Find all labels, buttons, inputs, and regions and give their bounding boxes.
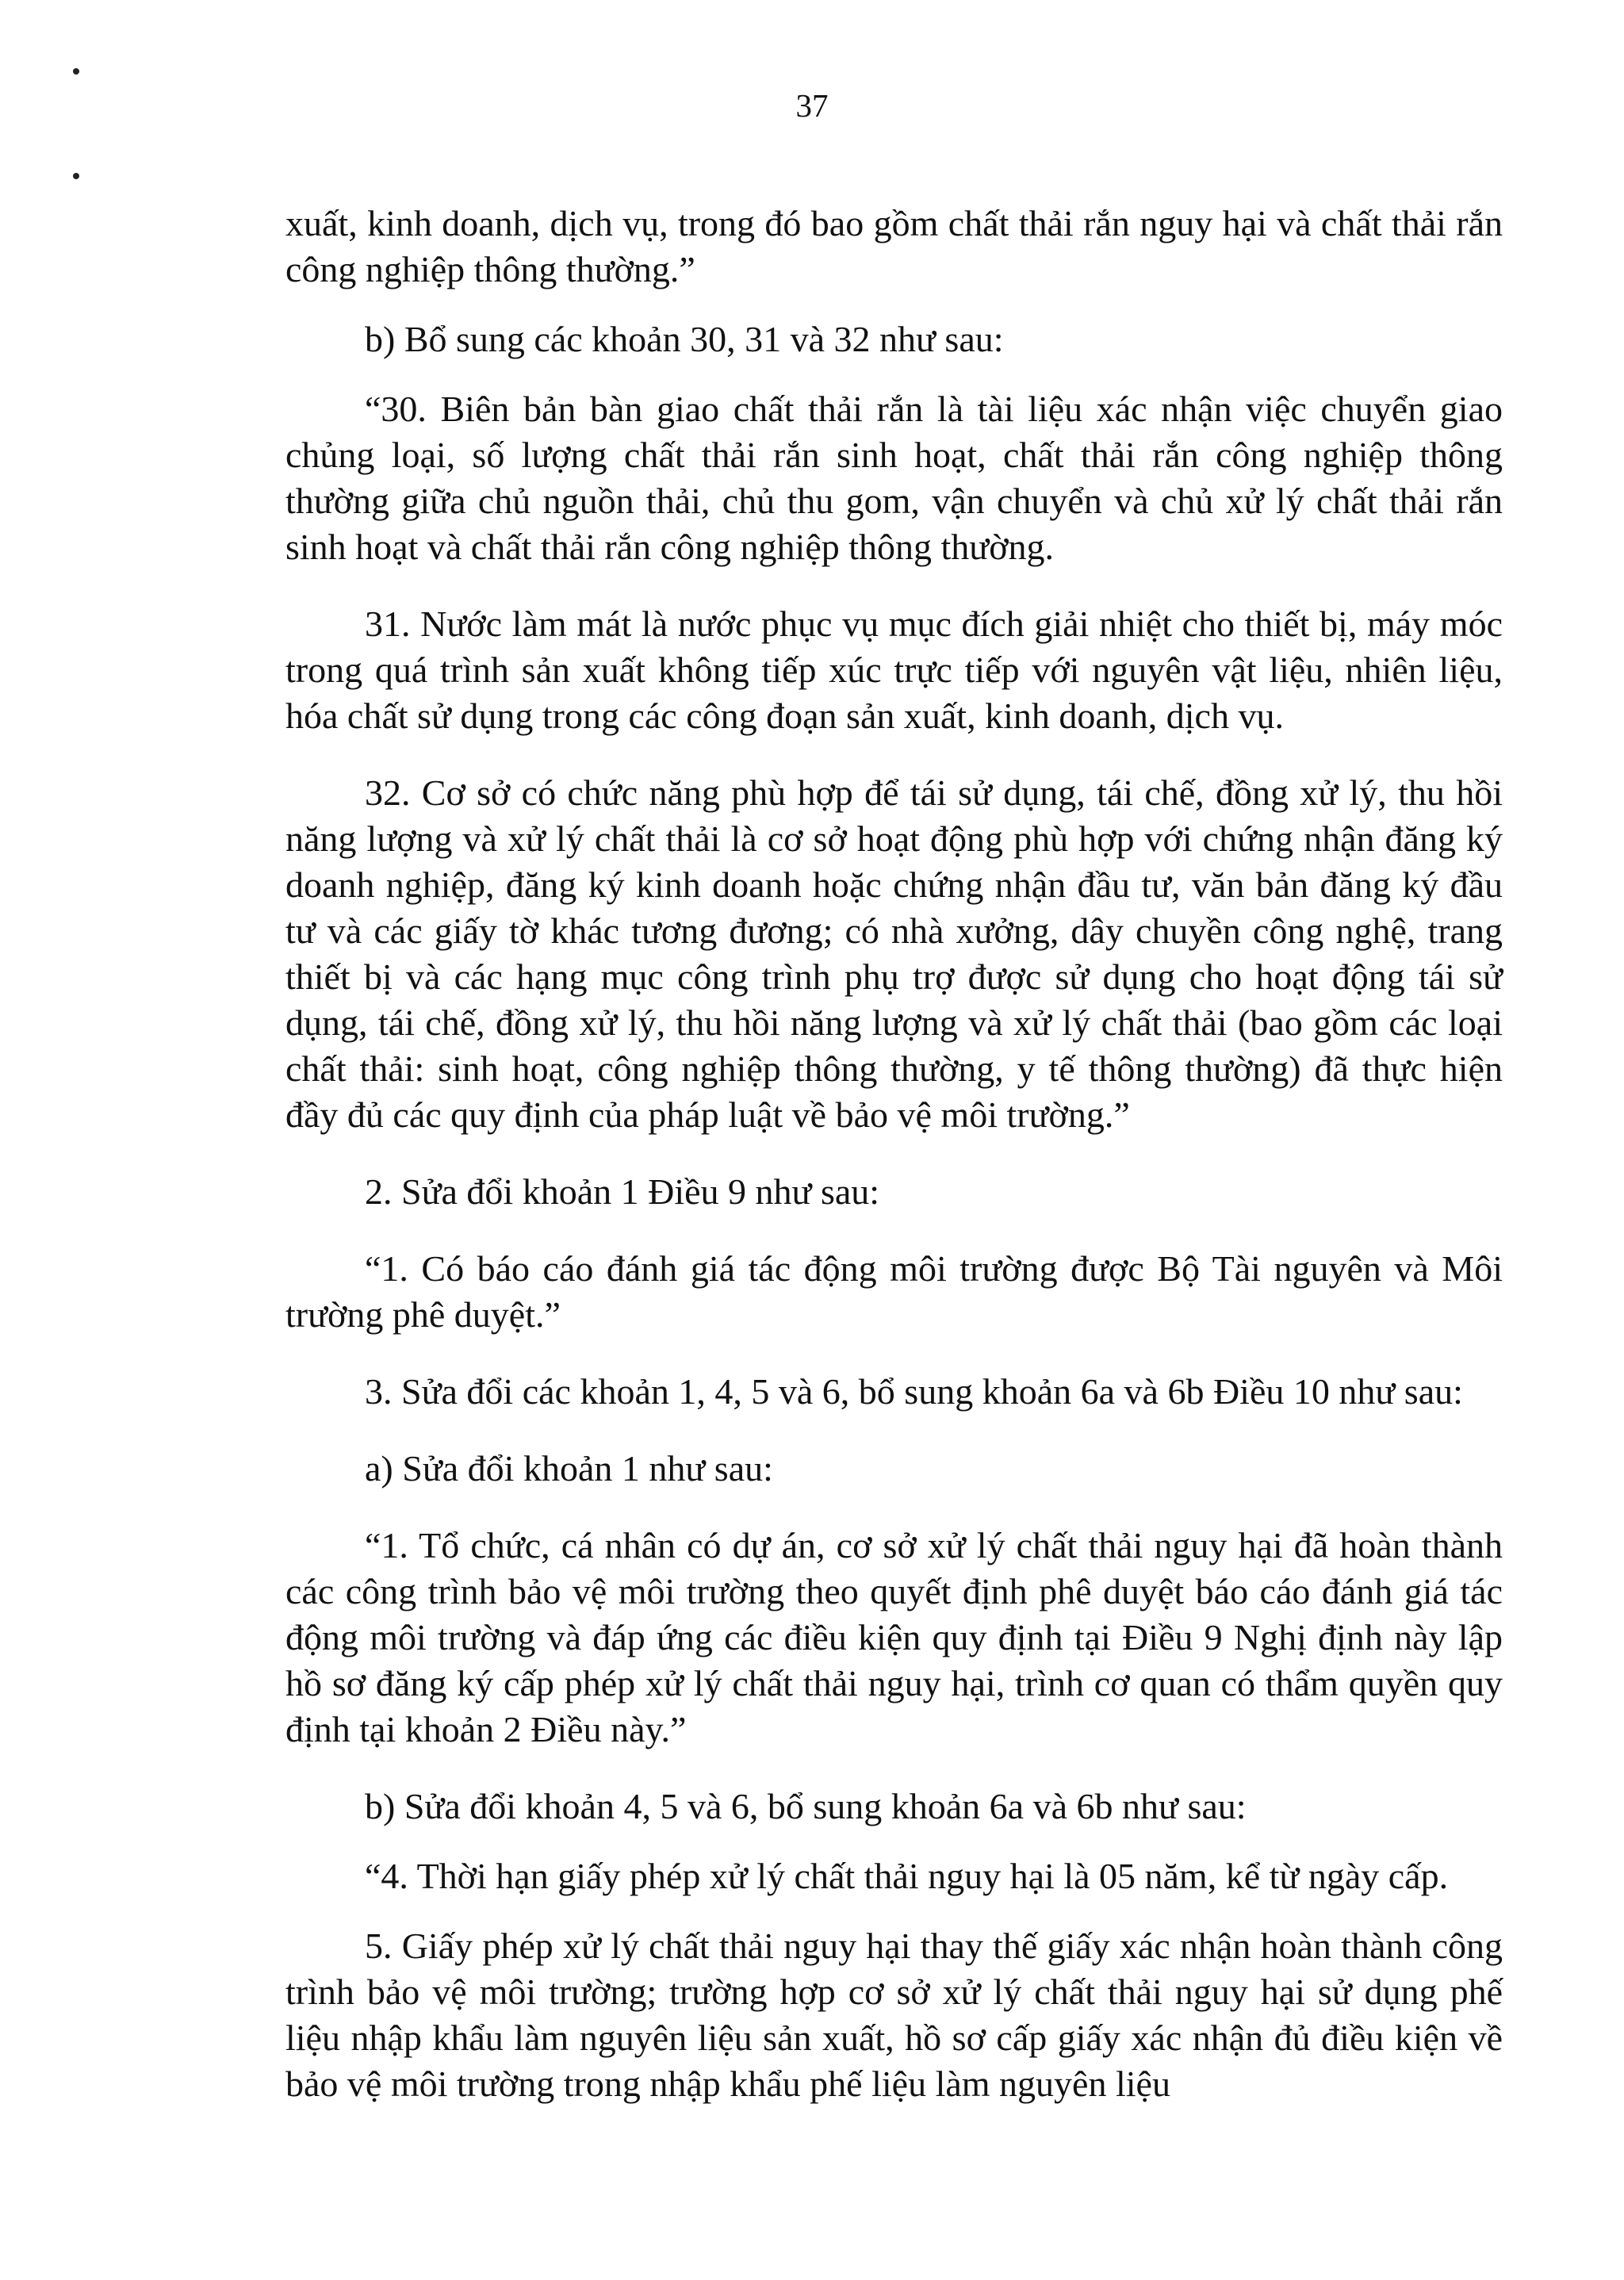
paragraph: 31. Nước làm mát là nước phục vụ mục đích giải nhiệt cho thiết bị, máy móc trong quá trình sản xuất không tiếp xúc trực tiếp với nguyên vật liệu, nhiên liệu, hóa chất sử dụng trong các công đoạn sản xuất, kinh doanh, dịch vụ.: [285, 604, 1503, 736]
paragraph: 3. Sửa đổi các khoản 1, 4, 5 và 6, bổ sung khoản 6a và 6b Điều 10 như sau:: [365, 1371, 1463, 1412]
paragraph: 5. Giấy phép xử lý chất thải nguy hại thay thế giấy xác nhận hoàn thành công trình bảo vệ môi trường; trường hợp cơ sở xử lý chất thải nguy hại sử dụng phế liệu nhập khẩu làm nguyên liệu sản xuất, hồ sơ cấp giấy xác nhận đủ điều kiện về bảo vệ môi trường trong nhập khẩu phế liệu làm nguyên liệu: [285, 1926, 1503, 2104]
document-body: [285, 201, 1503, 2138]
paragraph: “1. Tổ chức, cá nhân có dự án, cơ sở xử lý chất thải nguy hại đã hoàn thành các công trình bảo vệ môi trường theo quyết định phê duyệt báo cáo đánh giá tác động môi trường và đáp ứng các điều kiện quy định tại Điều 9 Nghị định này lập hồ sơ đăng ký cấp phép xử lý chất thải nguy hại, trình cơ quan có thẩm quyền quy định tại khoản 2 Điều này.”: [285, 1525, 1503, 1749]
scan-speck: [73, 173, 79, 179]
paragraph: “30. Biên bản bàn giao chất thải rắn là tài liệu xác nhận việc chuyển giao chủng loại, số lượng chất thải rắn sinh hoạt, chất thải rắn công nghiệp thông thường giữa chủ nguồn thải, chủ thu gom, vận chuyển và chủ xử lý chất thải rắn sinh hoạt và chất thải rắn công nghiệp thông thường.: [285, 389, 1503, 567]
paragraph: b) Bổ sung các khoản 30, 31 và 32 như sau:: [365, 319, 1004, 359]
paragraph: “4. Thời hạn giấy phép xử lý chất thải nguy hại là 05 năm, kể từ ngày cấp.: [365, 1856, 1449, 1896]
page-number: 37: [795, 87, 829, 124]
scan-speck: [73, 68, 79, 75]
paragraph: xuất, kinh doanh, dịch vụ, trong đó bao gồm chất thải rắn nguy hại và chất thải rắn công nghiệp thông thường.”: [285, 203, 1503, 289]
paragraph: “1. Có báo cáo đánh giá tác động môi trường được Bộ Tài nguyên và Môi trường phê duyệt.”: [285, 1248, 1503, 1335]
paragraph: b) Sửa đổi khoản 4, 5 và 6, bổ sung khoản 6a và 6b như sau:: [365, 1786, 1247, 1826]
paragraph: a) Sửa đổi khoản 1 như sau:: [365, 1448, 773, 1489]
paragraph: 32. Cơ sở có chức năng phù hợp để tái sử dụng, tái chế, đồng xử lý, thu hồi năng lượng và xử lý chất thải là cơ sở hoạt động phù hợp với chứng nhận đăng ký doanh nghiệp, đăng ký kinh doanh hoặc chứng nhận đầu tư, văn bản đăng ký đầu tư và các giấy tờ khác tương đương; có nhà xưởng, dây chuyền công nghệ, trang thiết bị và các hạng mục công trình phụ trợ được sử dụng cho hoạt động tái sử dụng, tái chế, đồng xử lý, thu hồi năng lượng và xử lý chất thải (bao gồm các loại chất thải: sinh hoạt, công nghiệp thông thường, y tế thông thường) đã thực hiện đầy đủ các quy định của pháp luật về bảo vệ môi trường.”: [285, 772, 1503, 1135]
paragraph: 2. Sửa đổi khoản 1 Điều 9 như sau:: [365, 1171, 880, 1212]
